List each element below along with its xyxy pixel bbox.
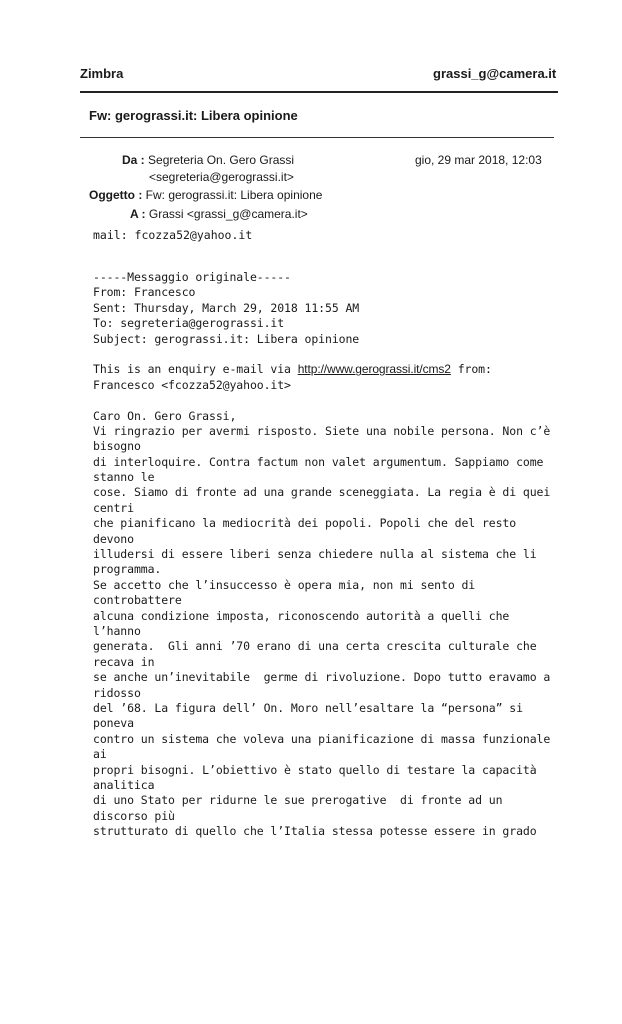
letter-line: strutturato di quello che l’Italia stessa potesse essere in grado [93, 824, 537, 839]
to-label: A : [130, 207, 146, 221]
letter-line: l’hanno [93, 623, 141, 638]
from-email: <segreteria@gerograssi.it> [149, 170, 294, 184]
letter-line: Se accetto che l’insuccesso è opera mia, non mi sento di [93, 577, 476, 592]
letter-text [93, 409, 553, 840]
to-row [130, 207, 308, 221]
letter-line: programma. [93, 562, 162, 577]
letter-line: se anche un’inevitabile germe di rivoluzione. Dopo tutto eravamo a [93, 670, 551, 685]
message-subject-title: Fw: gerograssi.it: Libera opinione [89, 108, 298, 123]
from-name: Segreteria On. Gero Grassi [148, 153, 295, 167]
enquiry-line-2: Francesco <fcozza52@yahoo.it> [93, 377, 291, 392]
letter-line: discorso più [93, 808, 175, 823]
letter-line: contro un sistema che voleva una pianificazione di massa funzionale [93, 731, 551, 746]
letter-line: di uno Stato per ridurne le sue prerogative di fronte ad un [93, 793, 503, 808]
forwarded-to: To: segreteria@gerograssi.it [93, 316, 285, 331]
account-email: grassi_g@camera.it [433, 66, 557, 81]
header-divider [80, 91, 558, 93]
letter-line: poneva [93, 716, 134, 731]
letter-line: stanno le [93, 470, 155, 485]
subject-value: Fw: gerograssi.it: Libera opinione [145, 188, 323, 202]
letter-line: bisogno [93, 439, 141, 454]
letter-line: alcuna condizione imposta, riconoscendo autorità a quelli che [93, 608, 510, 623]
enquiry-link[interactable]: http://www.gerograssi.it/cms2 [297, 362, 451, 377]
letter-line: Vi ringrazio per avermi risposto. Siete una nobile persona. Non c’è [93, 423, 551, 438]
forwarded-separator: -----Messaggio originale----- [93, 270, 291, 284]
letter-line: ai [93, 747, 107, 762]
letter-line: recava in [93, 654, 155, 669]
letter-line: cose. Siamo di fronte ad una grande sceneggiata. La regia è di quei [93, 485, 551, 500]
forwarded-from: From: Francesco [93, 285, 196, 300]
subject-label: Oggetto : [89, 188, 143, 202]
letter-line: centri [93, 500, 134, 515]
from-row [122, 153, 294, 167]
enquiry-line [93, 362, 553, 377]
letter-line: di interloquire. Contra factum non valet argumentum. Sappiamo come [93, 454, 544, 469]
letter-line: del ’68. La figura dell’ On. Moro nell’esaltare la “persona” si [93, 700, 523, 715]
letter-line: generata. Gli anni ’70 erano di una certa crescita culturale che [93, 639, 537, 654]
forwarded-sent: Sent: Thursday, March 29, 2018 11:55 AM [93, 300, 360, 315]
message-body [93, 270, 553, 839]
app-name: Zimbra [80, 66, 124, 81]
enquiry-suffix: from: [450, 362, 492, 377]
mail-line: mail: fcozza52@yahoo.it [93, 228, 253, 242]
enquiry-prefix: This is an enquiry e-mail via [93, 362, 298, 377]
letter-line: ridosso [93, 685, 141, 700]
message-date: gio, 29 mar 2018, 12:03 [415, 153, 542, 167]
letter-line: propri bisogni. L’obiettivo è stato quello di testare la capacità [93, 762, 537, 777]
letter-line: che pianificano la mediocrità dei popoli. Popoli che del resto [93, 516, 517, 531]
subject-divider [80, 137, 554, 138]
letter-line: controbattere [93, 593, 182, 608]
letter-line: analitica [93, 777, 155, 792]
letter-line: illudersi di essere liberi senza chiedere nulla al sistema che li [93, 547, 537, 562]
from-label: Da : [122, 153, 145, 167]
forwarded-subject: Subject: gerograssi.it: Libera opinione [93, 331, 360, 346]
subject-row [89, 188, 322, 202]
to-value: Grassi <grassi_g@camera.it> [148, 207, 308, 221]
letter-line: devono [93, 531, 134, 546]
letter-line: Caro On. Gero Grassi, [93, 408, 237, 423]
